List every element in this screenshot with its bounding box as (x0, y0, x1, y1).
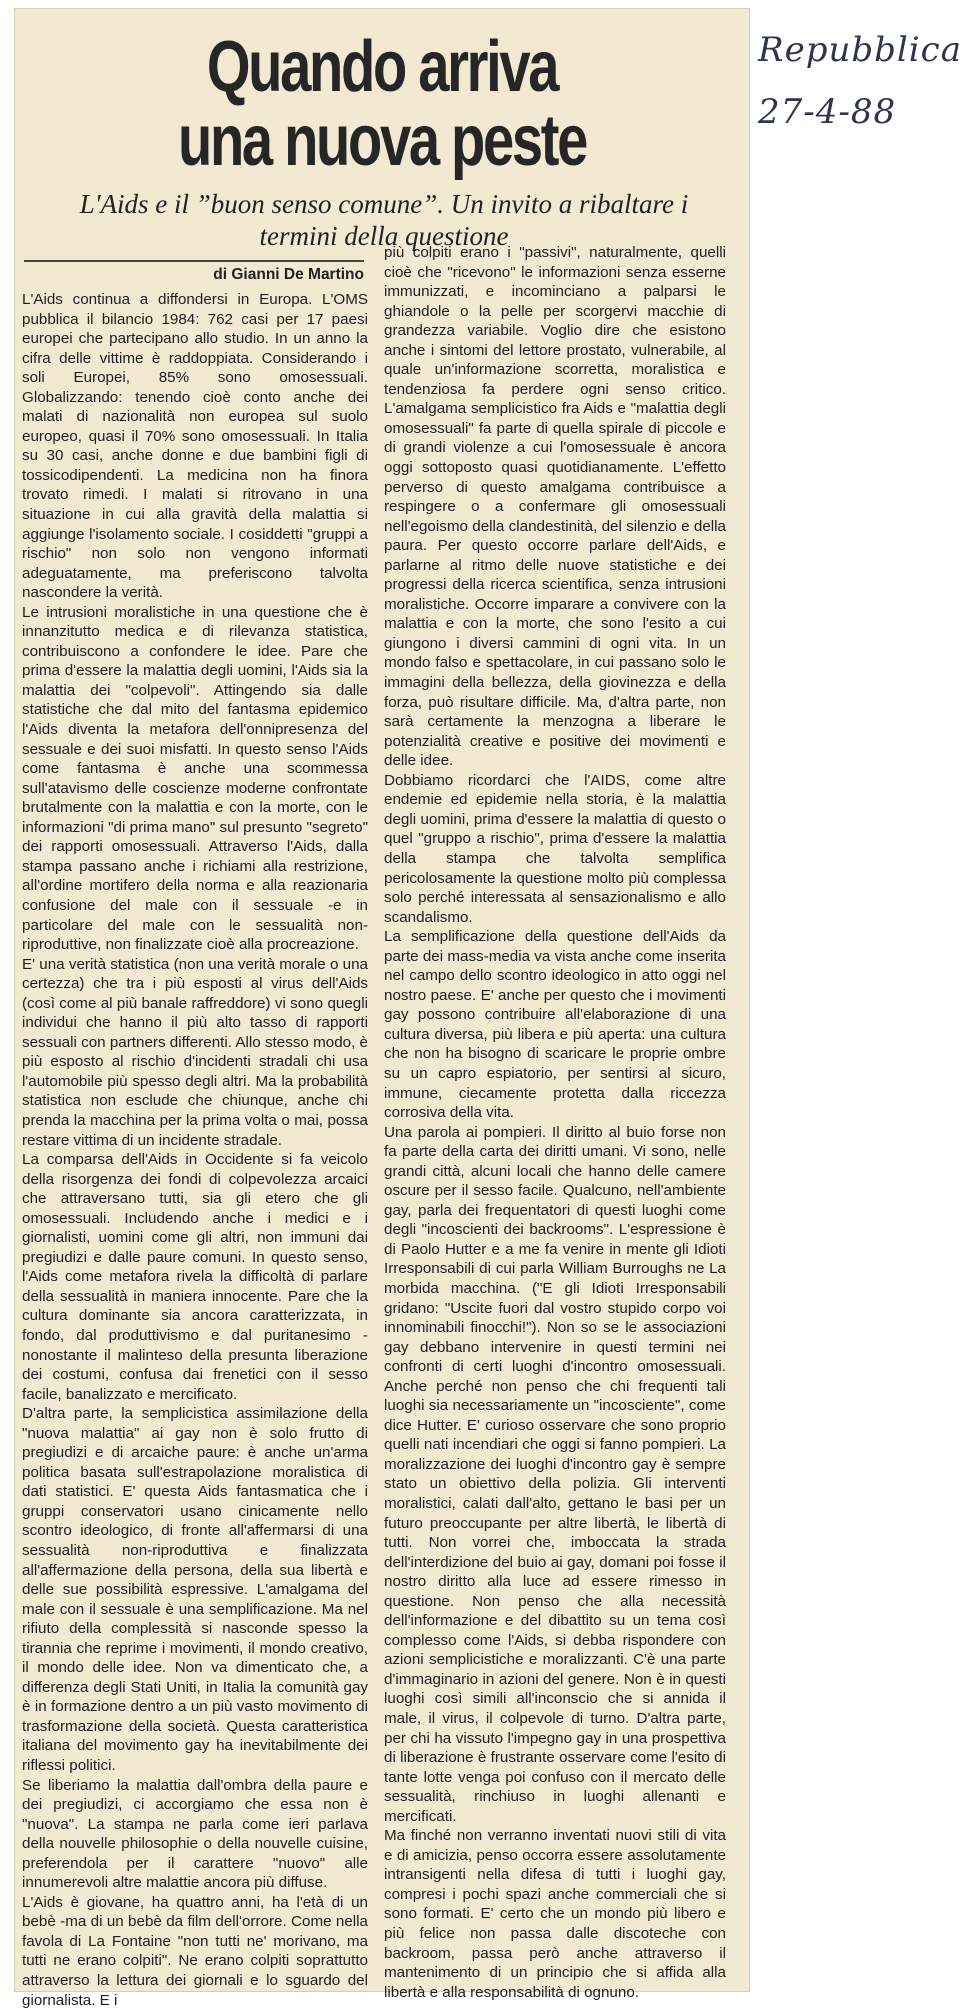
paragraph: La comparsa dell'Aids in Occidente si fa veicolo della risorgenza dei fondi di colpevolezza arcaici che attraversano tutti, sia gli etero che gli omosessuali. Includendo anche i medici e i giornalisti, uomini come gli altri, non immuni dai pregiudizi e dalle paure comuni. In questo senso, l'Aids come metafora rivela la difficoltà di parlare della sessualità in maniera innocente. Pare che la cultura dominante sia ancora caratterizzata, in fondo, dal produttivismo e dal puritanesimo -nonostante il malinteso della presunta liberazione dei costumi, confusa dai frenetici con il sesso facile, banalizzato e mercificato. (22, 1151, 368, 1403)
paragraph: Una parola ai pompieri. Il diritto al buio forse non fa parte della carta dei diritti umani. Vi sono, nelle grandi città, alcuni locali che hanno delle camere oscure per il sesso facile. Qualcuno, nell'ambiente gay, parla dei frequentatori di questi luoghi come degli "incoscienti dei backrooms". L'espressione è di Paolo Hutter e a me fa venire in mente gli Idioti Irresponsabili di cui parla William Burroughs ne La morbida macchina. ("E gli Idioti Irresponsabili gridano: "Uscite fuori dal vostro stupido corpo voi innominabili finocchi!"). Non so se le associazioni gay debbano intervenire in questi termini nei confronti di certi luoghi d'incontro omosessuali. Anche perché non penso che chi frequenti tali luoghi sia necessariamente un "incosciente", come dice Hutter. E' curioso osservare che sono proprio quelli nati incendiari che oggi si fanno pompieri. La moralizzazione dei luoghi d'incontro gay è sempre stato un obiettivo della polizia. Gli interventi moralistici, calati dall'alto, gettano le basi per un futuro preoccupante per altre libertà, le libertà di tutti. Non vorrei che, imboccata la strada dell'interdizione del buio ai gay, domani poi fosse il nostro diritto alla luce ad essere rimesso in questione. Non penso che alla necessità dell'informazione e del dibattito su un tema così complesso come l'Aids, si debba rispondere con azioni semplicistiche e moralizzanti. C'è una parte d'immaginario in azioni del genere. Non è in questi luoghi così simili all'inconscio che si annida il male, il virus, il colpevole di turno. D'altra parte, per chi ha vissuto l'impegno gay in una prospettiva di liberazione è frustrante osservare come l'esito di tante lotte venga poi confuso con il mercato delle sessualità, rinchiuso in luoghi allenanti e mercificati. (384, 1123, 726, 1825)
byline: di Gianni De Martino (213, 266, 364, 283)
headline-line-2: una nuova peste (177, 101, 587, 181)
handwritten-date: 27-4-88 (758, 92, 897, 132)
paragraph: Le intrusioni moralistiche in una questione che è innanzitutto medica e di rilevanza statistica, contribuiscono a confondere le idee. Pare che prima d'essere la malattia degli uomini, l'Aids sia la malattia dei "colpevoli". Attingendo sia dalle statistiche che dal mito del fantasma epidemico l'Aids diventa la metafora dell'onnipresenza del sessuale e dei suoi misfatti. In questo senso l'Aids come fantasma è anche una scommessa sull'atavismo delle coscienze moderne confrontate brutalmente con la malattia e con la morte, con le informazioni "di prima mano" sul presunto "segreto" dei rapporti omosessuali. Attraverso l'Aids, dalla stampa passano anche i richiami alla restrizione, all'ordine mortifero della norma e alla reazionaria confusione del male con il sessuale -e in particolare del male con le sessualità non-riproduttive, non finalizzate cioè alla procreazione. (22, 603, 368, 954)
article-column-1 (22, 290, 368, 2009)
headline (95, 27, 669, 181)
paragraph: Dobbiamo ricordarci che l'AIDS, come altre endemie ed epidemie nella storia, è la malattia degli uomini, prima d'essere la malattia di questo o quel "gruppo a rischio", prima d'essere la malattia della stampa che talvolta semplifica pericolosamente la questione molto più complessa solo perché interessata al sensazionalismo e allo scandalismo. (384, 771, 726, 926)
paragraph: Se liberiamo la malattia dall'ombra della paure e dei pregiudizi, ci accorgiamo che essa non è "nuova". La stampa ne parla come ieri parlava della nouvelle philosophie o della nouvelle cuisine, preferendola per il carattere "nuovo" alle innumerevoli altre malattie ancora più diffuse. (22, 1776, 368, 1892)
paragraph: Ma finché non verranno inventati nuovi stili di vita e di amicizia, penso occorra essere assolutamente intransigenti nella difesa di tutti i luoghi gay, compresi i pochi spazi anche commerciali che si sono formati. E' certo che un mondo più libero e più felice non passa dalle discoteche con backroom, passa però anche attraverso il mantenimento di un principio che si affida alla libertà e alla responsabilità di ognuno. (384, 1827, 726, 2001)
paragraph: L'Aids continua a diffondersi in Europa. L'OMS pubblica il bilancio 1984: 762 casi per 17 paesi europei che partecipano allo studio. In un anno la cifra delle vittime è raddoppiata. Considerando i soli Europei, 85% sono omosessuali. Globalizzando: tenendo cioè conto anche dei malati di nazionalità non europea sul suolo europeo, quasi il 70% sono omosessuali. In Italia su 30 casi, anche donne e due bambini figli di tossicodipendenti. La medicina non ha finora trovato rimedi. I malati si ritrovano in una situazione in cui alla gravità della malattia si aggiunge l'isolamento sociale. I cosiddetti "gruppi a rischio" non solo non vengono informati adeguatamente, ma preferiscono talvolta nascondere la verità. (22, 291, 368, 602)
subtitle: L'Aids e il ”buon senso comune”. Un invito a ribaltare i termini della questione (79, 189, 689, 251)
article-column-2 (384, 243, 726, 2001)
handwritten-source: Repubblica (758, 30, 962, 70)
paragraph: E' una verità statistica (non una verità morale o una certezza) che tra i più esposti al virus dell'Aids (così come al più banale raffreddore) vi sono quegli individui che hanno il più alto tasso di rapporti sessuali con partners differenti. Allo stesso modo, è più esposto al rischio d'incidenti stradali chi usa l'automobile più spesso degli altri. Ma la probabilità statistica non esclude che chiunque, anche chi prenda la macchina per la prima volta o mai, possa restare vittima di un incidente stradale. (22, 955, 368, 1149)
paragraph: La semplificazione della questione dell'Aids da parte dei mass-media va vista anche come inserita nel campo dello scontro ideologico in atto oggi nel nostro paese. E' anche per questo che i movimenti gay possono contribuire all'elaborazione di una cultura diversa, più libera e più aperta: una cultura che non ha bisogno di scaricare le proprie ombre su un capro espiatorio, per sentirsi al sicuro, immune, ciecamente protetta dalla riccezza corrosiva della vita. (384, 928, 726, 1122)
byline-rule (24, 260, 364, 262)
paragraph: D'altra parte, la semplicistica assimilazione della "nuova malattia" ai gay non è solo frutto di pregiudizi e di arcaiche paure: è anche un'arma politica basata sull'estrapolazione moralistica di dati statistici. E' questa Aids fantasmatica che i gruppi conservatori usano cinicamente nello scontro ideologico, di fronte all'affermarsi di una sessualità non-riproduttiva e finalizzata all'affermazione della persona, della sua libertà e delle sue possibilità espressive. L'amalgama del male con il sessuale è una semplificazione. Ma nel rifiuto della complessità si nasconde spesso la tirannia che reprime i movimenti, il mondo creativo, il mondo delle idee. Non va dimenticato che, a differenza degli Stati Uniti, in Italia la comunità gay è in formazione dentro a un più vasto movimento di trasformazione della società. Questa caratteristica italiana del movimento gay ha inevitabilmente dei riflessi politici. (22, 1405, 368, 1775)
headline-line-1: Quando arriva (206, 27, 558, 107)
paragraph: più colpiti erano i "passivi", naturalmente, quelli cioè che "ricevono" le informazioni senza esserne immunizzati, e incominciano a palparsi le ghiandole o la pelle per scorgervi macchie di grandezza variabile. Voglio dire che esistono anche i sintomi del lettore prostato, vulnerabile, al quale un'informazione scorretta, moralistica e tendenziosa fa perdere ogni senso critico. L'amalgama semplicistico fra Aids e "malattia degli omosessuali" fa parte di quella spirale di piccole e di grandi violenze a cui l'omosessuale è ancora oggi sottoposto quasi quotidianamente. L'effetto perverso di questo amalgama contribuisce a respingere o a confermare gli omosessuali nell'egoismo della clandestinità, del silenzio e della paura. Per questo occorre parlare dell'Aids, e parlarne al ritmo delle nuove statistiche e dei progressi della ricerca scientifica, senza intrusioni moralistiche. Occorre imparare a convivere con la malattia e con la morte, che sono l'esito a cui giungono i diversi cammini di ogni vita. In un mondo falso e spettacolare, in cui passano solo le immagini della bellezza, della giovinezza e della forza, può risultare difficile. Ma, d'altra parte, non sarà certamente la menzogna a liberare le potenzialità creative e positive dei movimenti e delle idee. (384, 244, 726, 770)
paragraph: L'Aids è giovane, ha quattro anni, ha l'età di un bebè -ma di un bebè da film dell'orrore. Come nella favola di La Fontaine "non tutti ne' morivano, ma tutti ne erano colpiti". Ne erano colpiti soprattutto attraverso la lettura dei giornali e lo sguardo del giornalista. E i (22, 1893, 368, 2009)
